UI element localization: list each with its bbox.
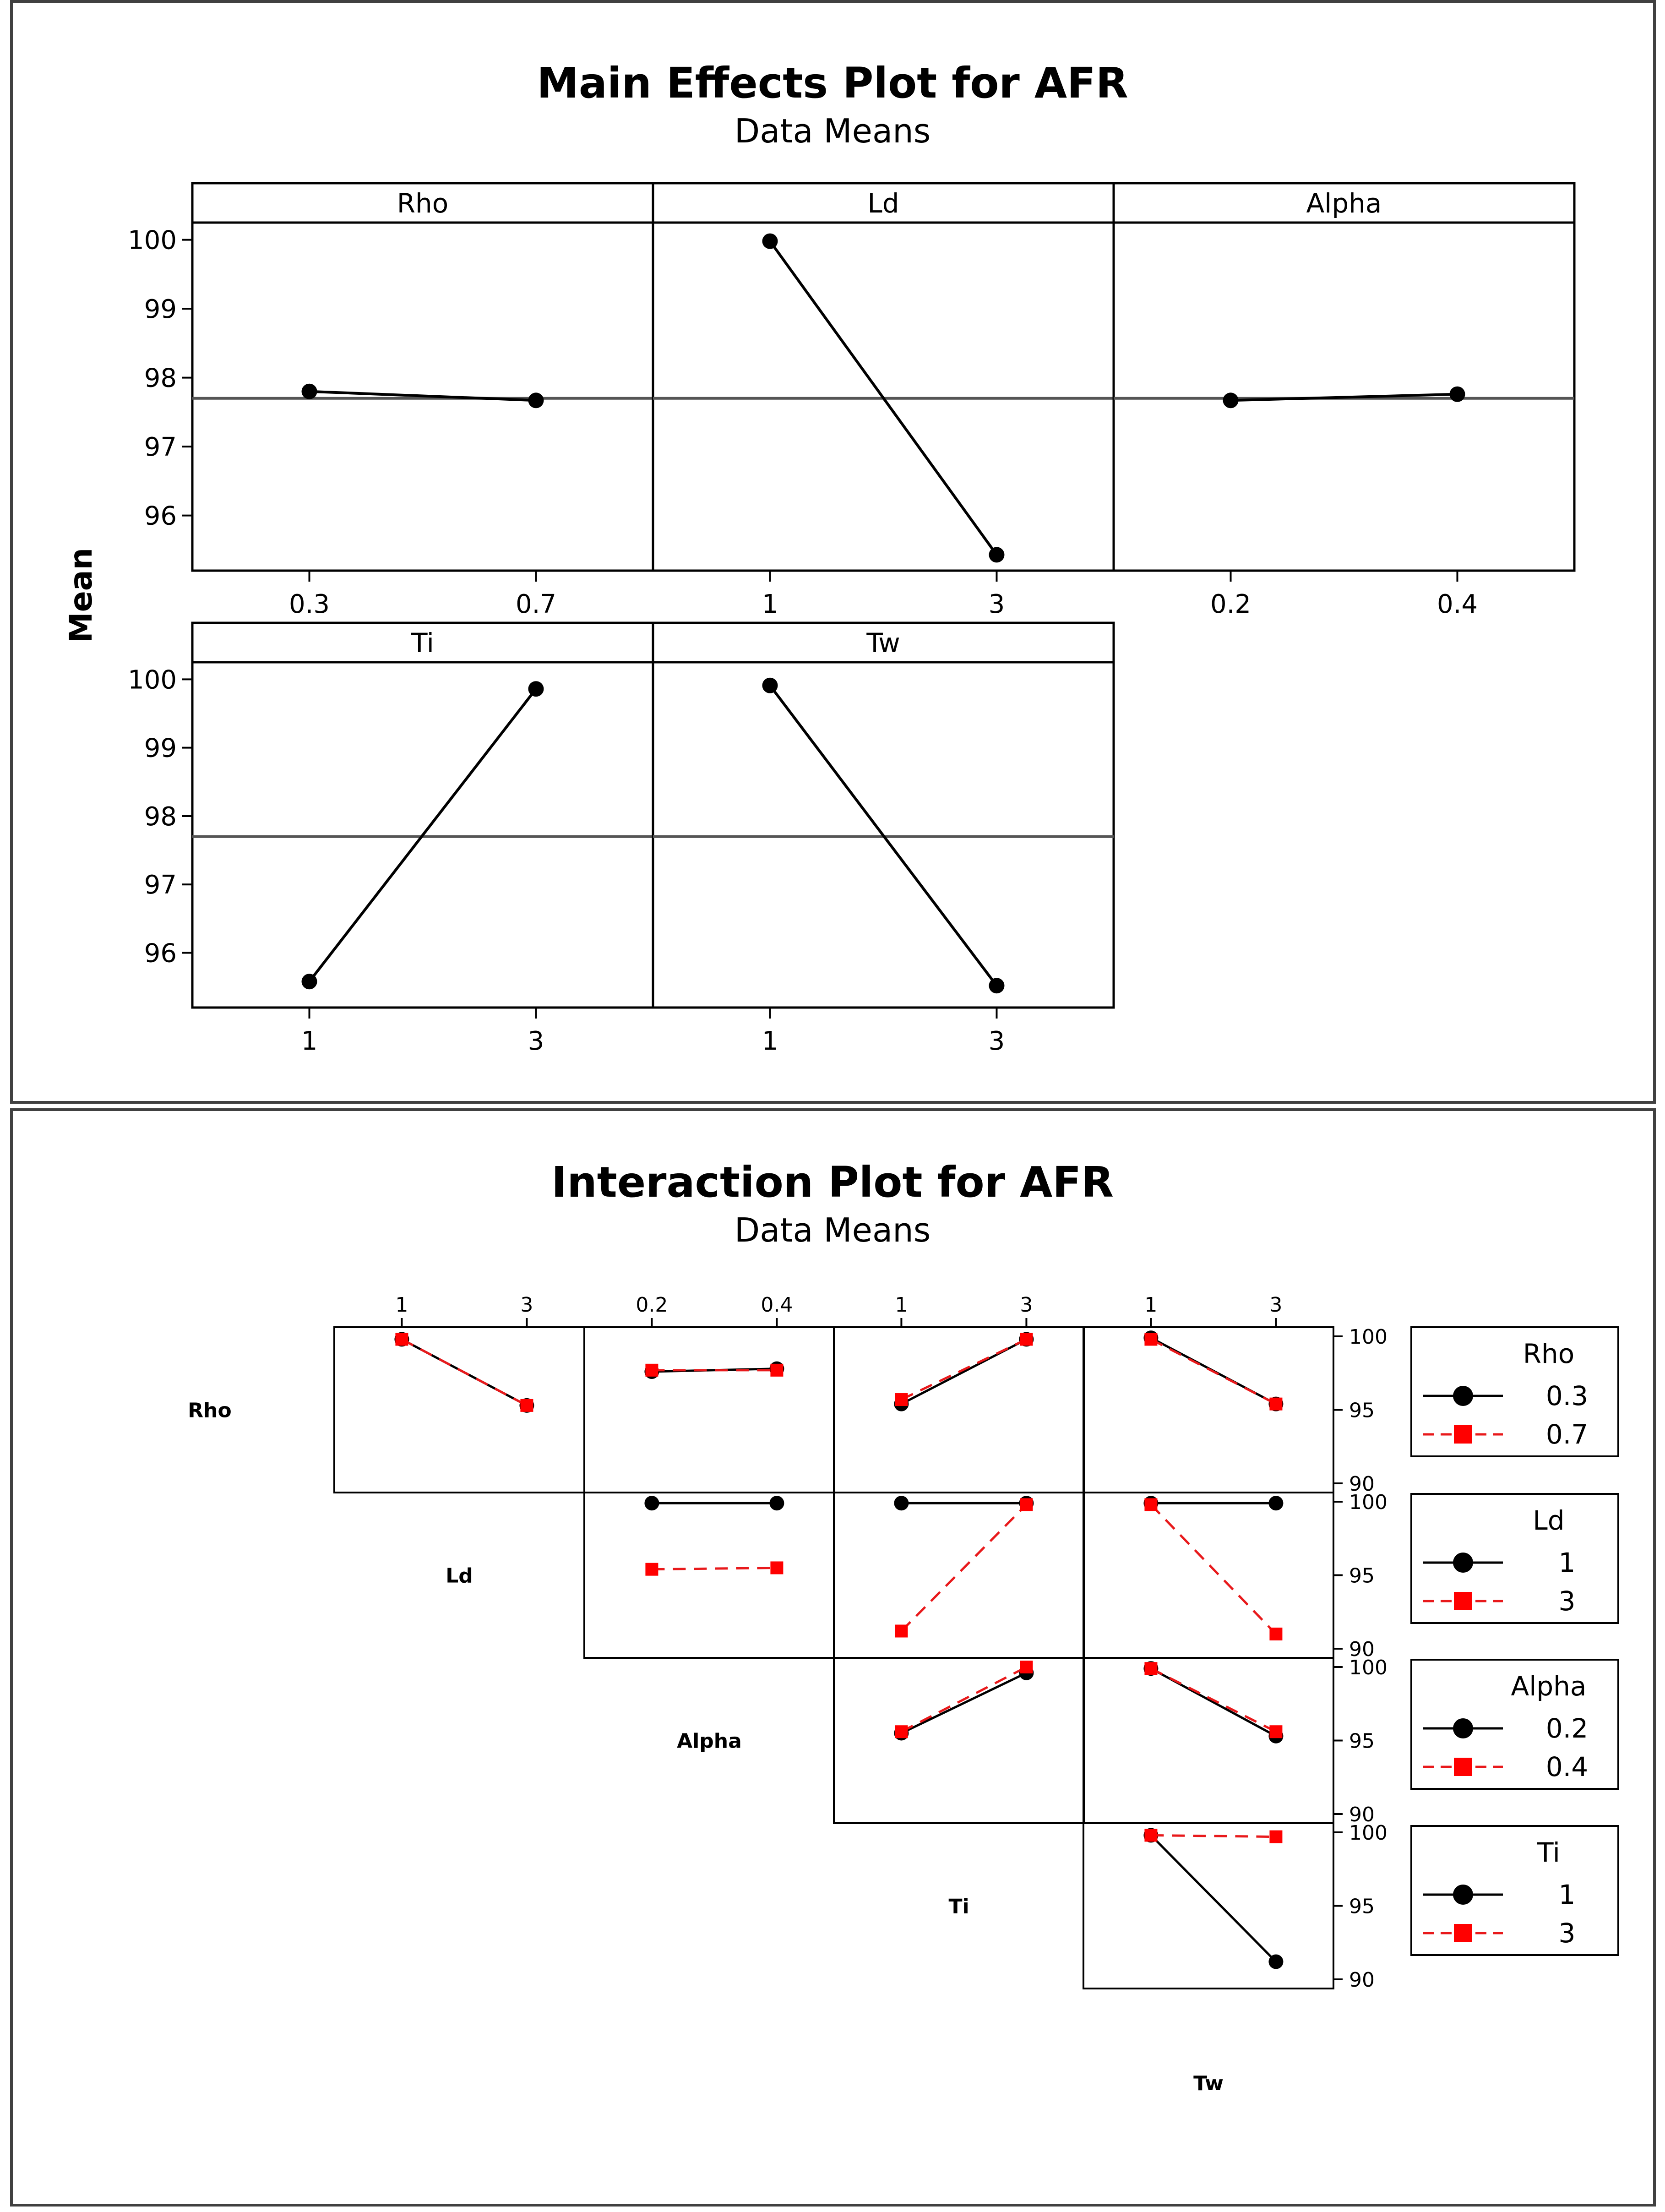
factor-label-tw: Tw — [1193, 2072, 1224, 2095]
legend-entry-ti-1: 1 — [1558, 1879, 1576, 1910]
legend-marker-ti-1 — [1453, 1885, 1473, 1905]
x-tick-label-ld-1: 1 — [762, 589, 778, 619]
y-tick-label-rho-98: 98 — [144, 363, 177, 393]
legend-entry-ld-1: 1 — [1558, 1547, 1576, 1578]
y-tick-label-rho-97: 97 — [144, 432, 177, 463]
series-point-alpha-tw-0.4-1 — [1144, 1662, 1157, 1675]
y-tick-label-rho-100: 100 — [128, 225, 177, 256]
factor-label-rho: Rho — [188, 1399, 232, 1422]
panel-frame-ti — [192, 623, 653, 1008]
panel-strip-label-alpha: Alpha — [1306, 188, 1382, 219]
panel-frame-ld — [653, 183, 1114, 571]
x-tick-label-alpha-0.2: 0.2 — [1210, 589, 1251, 619]
data-point-ti-1 — [302, 974, 317, 989]
main-effects-ylabel: Mean — [63, 547, 99, 643]
data-point-rho-0.7 — [528, 392, 544, 408]
legend-title-alpha: Alpha — [1511, 1671, 1587, 1702]
panel-strip-label-ld: Ld — [867, 188, 899, 219]
series-point-ld-ti-3-3 — [1020, 1498, 1033, 1511]
legend-entry-ti-3: 3 — [1558, 1918, 1576, 1949]
x-tick-label-ti-3: 3 — [528, 1026, 544, 1056]
cell-frame-ld-ti — [834, 1493, 1084, 1658]
right-tick-label-alpha-90: 90 — [1349, 1803, 1375, 1826]
top-tick-label-tw-1: 1 — [1144, 1293, 1158, 1317]
legend-entry-rho-0.3: 0.3 — [1545, 1380, 1589, 1411]
legend-entry-rho-0.7: 0.7 — [1545, 1419, 1589, 1450]
series-line-ti-tw-1 — [1151, 1835, 1276, 1961]
y-tick-label-rho-99: 99 — [144, 294, 177, 325]
series-line-alpha-ti-0.4 — [901, 1667, 1026, 1732]
right-tick-label-ti-100: 100 — [1349, 1821, 1388, 1845]
right-tick-label-alpha-95: 95 — [1349, 1729, 1375, 1753]
series-point-alpha-ti-0.4-1 — [895, 1725, 908, 1738]
series-point-rho-alpha-0.7-0.2 — [645, 1364, 658, 1377]
data-point-ld-1 — [762, 234, 778, 249]
x-tick-label-rho-0.7: 0.7 — [515, 589, 557, 619]
data-point-tw-1 — [762, 678, 778, 693]
series-point-ld-ti-3-1 — [895, 1624, 908, 1637]
legend-marker-alpha-0.2 — [1453, 1718, 1473, 1738]
top-tick-label-ti-3: 3 — [1020, 1293, 1033, 1317]
y-tick-label-ti-100: 100 — [128, 665, 177, 695]
panel-strip-label-rho: Rho — [397, 188, 449, 219]
right-tick-label-rho-100: 100 — [1349, 1325, 1388, 1349]
y-tick-label-rho-96: 96 — [144, 501, 177, 531]
right-tick-label-ld-100: 100 — [1349, 1491, 1388, 1514]
data-point-rho-0.3 — [302, 384, 317, 399]
cell-frame-rho-alpha — [584, 1327, 834, 1493]
series-point-ld-alpha-3-0.2 — [645, 1563, 658, 1576]
cell-frame-rho-tw — [1083, 1327, 1333, 1493]
legend-title-ld: Ld — [1533, 1505, 1565, 1536]
panel-strip-label-ti: Ti — [411, 627, 434, 659]
y-tick-label-ti-98: 98 — [144, 801, 177, 832]
legend-marker-alpha-0.4 — [1454, 1758, 1472, 1776]
right-tick-label-rho-95: 95 — [1349, 1399, 1375, 1422]
x-tick-label-tw-3: 3 — [988, 1026, 1005, 1056]
right-tick-label-ti-95: 95 — [1349, 1895, 1375, 1918]
cell-frame-ld-alpha — [584, 1493, 834, 1658]
series-point-alpha-ti-0.4-3 — [1020, 1661, 1033, 1673]
top-tick-label-alpha-0.4: 0.4 — [761, 1293, 793, 1317]
legend-box-ld — [1411, 1494, 1618, 1623]
legend-box-ti — [1411, 1826, 1618, 1955]
legend-marker-rho-0.7 — [1454, 1425, 1472, 1444]
series-point-alpha-tw-0.4-3 — [1269, 1725, 1282, 1738]
series-point-rho-tw-0.7-1 — [1144, 1333, 1157, 1346]
series-line-ld-alpha-3 — [652, 1568, 777, 1569]
top-tick-label-ld-3: 3 — [520, 1293, 533, 1317]
interaction-subtitle: Data Means — [734, 1211, 931, 1249]
interaction-title: Interaction Plot for AFR — [551, 1158, 1114, 1207]
data-point-tw-3 — [989, 978, 1004, 993]
top-tick-label-ld-1: 1 — [395, 1293, 408, 1317]
series-line-rho-ti-0.7 — [901, 1339, 1026, 1400]
series-point-ld-alpha-1-0.2 — [644, 1496, 659, 1510]
panel-frame-rho — [192, 183, 653, 571]
x-tick-label-tw-1: 1 — [762, 1026, 778, 1056]
cell-frame-ti-tw — [1083, 1823, 1333, 1989]
x-tick-label-ld-3: 3 — [988, 589, 1005, 619]
series-point-rho-ti-0.7-3 — [1020, 1333, 1033, 1346]
series-line-ti-tw-3 — [1151, 1835, 1276, 1836]
legend-title-rho: Rho — [1523, 1338, 1575, 1369]
series-line-alpha-ti-0.2 — [901, 1673, 1026, 1733]
factor-label-ld: Ld — [446, 1564, 473, 1588]
series-point-rho-ld-0.7-1 — [395, 1333, 408, 1346]
right-tick-label-rho-90: 90 — [1349, 1472, 1375, 1496]
series-point-rho-alpha-0.7-0.4 — [770, 1364, 783, 1377]
series-point-ti-tw-1-3 — [1268, 1954, 1283, 1969]
legend-entry-alpha-0.4: 0.4 — [1545, 1751, 1589, 1782]
top-tick-label-tw-3: 3 — [1269, 1293, 1283, 1317]
factor-label-ti: Ti — [948, 1895, 969, 1918]
series-line-ld-ti-3 — [901, 1504, 1026, 1631]
legend-entry-ld-3: 3 — [1558, 1585, 1576, 1617]
series-point-rho-ti-0.7-1 — [895, 1393, 908, 1406]
right-tick-label-alpha-100: 100 — [1349, 1656, 1388, 1679]
main-effects-subtitle: Data Means — [734, 112, 931, 150]
top-tick-label-alpha-0.2: 0.2 — [636, 1293, 668, 1317]
x-tick-label-rho-0.3: 0.3 — [288, 589, 330, 619]
cell-frame-rho-ld — [334, 1327, 584, 1493]
data-point-alpha-0.2 — [1223, 392, 1239, 408]
cell-frame-alpha-tw — [1083, 1658, 1333, 1823]
series-point-ld-alpha-1-0.4 — [769, 1496, 784, 1510]
panel-frame-alpha — [1114, 183, 1574, 571]
panel-frame-tw — [653, 623, 1114, 1008]
main-effects-title: Main Effects Plot for AFR — [537, 59, 1128, 108]
series-point-ti-tw-3-3 — [1269, 1831, 1282, 1843]
legend-marker-ti-3 — [1454, 1924, 1472, 1942]
panel-strip-label-tw: Tw — [866, 627, 900, 659]
right-tick-label-ld-95: 95 — [1349, 1564, 1375, 1588]
legend-marker-ld-1 — [1453, 1553, 1473, 1573]
series-point-ti-tw-3-1 — [1144, 1829, 1157, 1842]
series-point-ld-tw-1-3 — [1268, 1496, 1283, 1510]
series-point-ld-tw-3-1 — [1144, 1498, 1157, 1511]
legend-marker-rho-0.3 — [1453, 1386, 1473, 1406]
right-tick-label-ti-90: 90 — [1349, 1968, 1375, 1992]
x-tick-label-ti-1: 1 — [301, 1026, 318, 1056]
series-point-ld-ti-1-1 — [894, 1496, 909, 1510]
factor-label-alpha: Alpha — [677, 1729, 742, 1753]
y-tick-label-ti-99: 99 — [144, 733, 177, 763]
data-point-alpha-0.4 — [1449, 387, 1465, 402]
legend-entry-alpha-0.2: 0.2 — [1545, 1713, 1589, 1744]
series-point-rho-tw-0.7-3 — [1269, 1398, 1282, 1411]
legend-marker-ld-3 — [1454, 1592, 1472, 1610]
series-point-rho-ld-0.7-3 — [520, 1399, 533, 1412]
cell-frame-rho-ti — [834, 1327, 1084, 1493]
y-tick-label-ti-96: 96 — [144, 938, 177, 969]
legend-title-ti: Ti — [1537, 1837, 1560, 1868]
right-tick-label-ld-90: 90 — [1349, 1638, 1375, 1661]
top-tick-label-ti-1: 1 — [895, 1293, 908, 1317]
series-point-ld-alpha-3-0.4 — [770, 1561, 783, 1574]
y-tick-label-ti-97: 97 — [144, 870, 177, 900]
x-tick-label-alpha-0.4: 0.4 — [1436, 589, 1478, 619]
series-line-ld-tw-3 — [1151, 1504, 1276, 1634]
cell-frame-alpha-ti — [834, 1658, 1084, 1823]
series-point-ld-tw-3-3 — [1269, 1628, 1282, 1640]
data-point-ti-3 — [528, 681, 544, 697]
cell-frame-ld-tw — [1083, 1493, 1333, 1658]
data-point-ld-3 — [989, 547, 1004, 562]
